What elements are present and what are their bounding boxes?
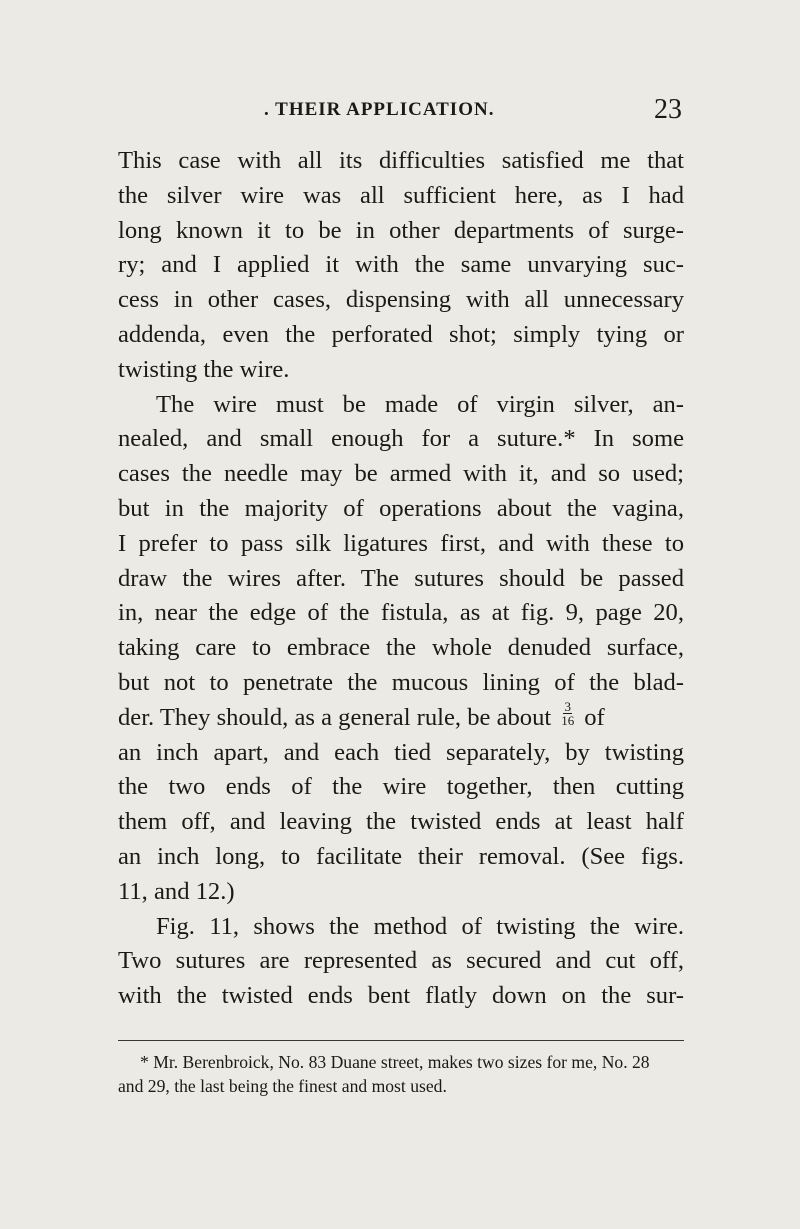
footnote-line: and 29, the last being the finest and most used. bbox=[118, 1076, 447, 1096]
text-line-content: Fig. 11, shows the method of twisting the wire. bbox=[156, 912, 684, 940]
text-line bbox=[118, 527, 684, 562]
text-line bbox=[118, 979, 684, 1014]
text-line-content: cess in other cases, dispensing with all unnecessary bbox=[118, 286, 684, 314]
text-line-content: taking care to embrace the whole denuded surface, bbox=[118, 634, 684, 662]
running-head bbox=[118, 94, 682, 126]
text-line-content: draw the wires after. The sutures should be passed bbox=[118, 564, 684, 592]
text-line-content: but not to penetrate the mucous lining of the blad- bbox=[118, 668, 684, 696]
text-line-content: nealed, and small enough for a suture.* In some bbox=[118, 425, 684, 453]
text-line bbox=[118, 318, 684, 353]
text-line bbox=[118, 248, 684, 283]
text-line-content: I prefer to pass silk ligatures first, and with these to bbox=[118, 529, 684, 557]
text-line bbox=[118, 736, 684, 771]
text-line-content: 11, and 12.) bbox=[118, 877, 235, 905]
footnote-line: * Mr. Berenbroick, No. 83 Duane street, makes two sizes for me, No. 28 bbox=[140, 1052, 650, 1072]
text-line-content: of bbox=[584, 703, 605, 731]
text-line bbox=[118, 144, 684, 179]
running-title: . THEIR APPLICATION. bbox=[264, 99, 495, 120]
footnote-divider bbox=[118, 1040, 684, 1041]
text-line bbox=[118, 805, 684, 840]
text-line-content: long known it to be in other departments of surge- bbox=[118, 216, 684, 244]
text-line-content: twisting the wire. bbox=[118, 355, 290, 383]
text-line-content: The wire must be made of virgin silver, an- bbox=[156, 390, 684, 418]
fraction bbox=[561, 698, 575, 736]
text-line bbox=[118, 910, 684, 945]
page-number: 23 bbox=[654, 94, 682, 125]
text-line-content: an inch apart, and each tied separately, by twisting bbox=[118, 738, 684, 766]
text-line bbox=[118, 388, 684, 423]
text-line-content: with the twisted ends bent flatly down on the sur- bbox=[118, 982, 684, 1010]
text-line bbox=[118, 840, 684, 875]
text-line-content: the silver wire was all sufficient here, as I had bbox=[118, 181, 684, 209]
text-line-content: ry; and I applied it with the same unvarying suc- bbox=[118, 251, 684, 279]
text-line-content: This case with all its difficulties satisfied me that bbox=[118, 147, 684, 174]
text-line bbox=[118, 596, 684, 631]
footnote bbox=[118, 1050, 684, 1098]
text-line bbox=[118, 457, 684, 492]
text-line bbox=[118, 283, 684, 318]
text-line-content: an inch long, to facilitate their removal. (See figs. bbox=[118, 842, 684, 870]
body-text bbox=[118, 144, 684, 1014]
text-line bbox=[118, 214, 684, 249]
text-line bbox=[118, 875, 684, 910]
text-line bbox=[118, 492, 684, 527]
text-line bbox=[118, 179, 684, 214]
text-line-content: the two ends of the wire together, then cutting bbox=[118, 773, 684, 801]
text-line bbox=[118, 353, 684, 388]
text-line-content: der. They should, as a general rule, be about bbox=[118, 703, 552, 731]
text-line-content: but in the majority of operations about the vagina, bbox=[118, 494, 684, 522]
text-line-content: them off, and leaving the twisted ends at least half bbox=[118, 808, 684, 836]
text-line bbox=[118, 631, 684, 666]
text-line bbox=[118, 944, 684, 979]
text-line-content: Two sutures are represented as secured and cut off, bbox=[118, 947, 684, 975]
text-line-content: in, near the edge of the fistula, as at fig. 9, page 20, bbox=[118, 599, 684, 627]
fraction-denominator: 16 bbox=[561, 712, 575, 728]
text-line-content: addenda, even the perforated shot; simply tying or bbox=[118, 320, 684, 348]
text-line bbox=[118, 422, 684, 457]
text-line bbox=[118, 698, 684, 736]
text-line bbox=[118, 562, 684, 597]
text-line bbox=[118, 770, 684, 805]
text-line-content: cases the needle may be armed with it, and so used; bbox=[118, 460, 684, 488]
fraction-numerator: 3 bbox=[564, 698, 571, 714]
text-line bbox=[118, 666, 684, 701]
